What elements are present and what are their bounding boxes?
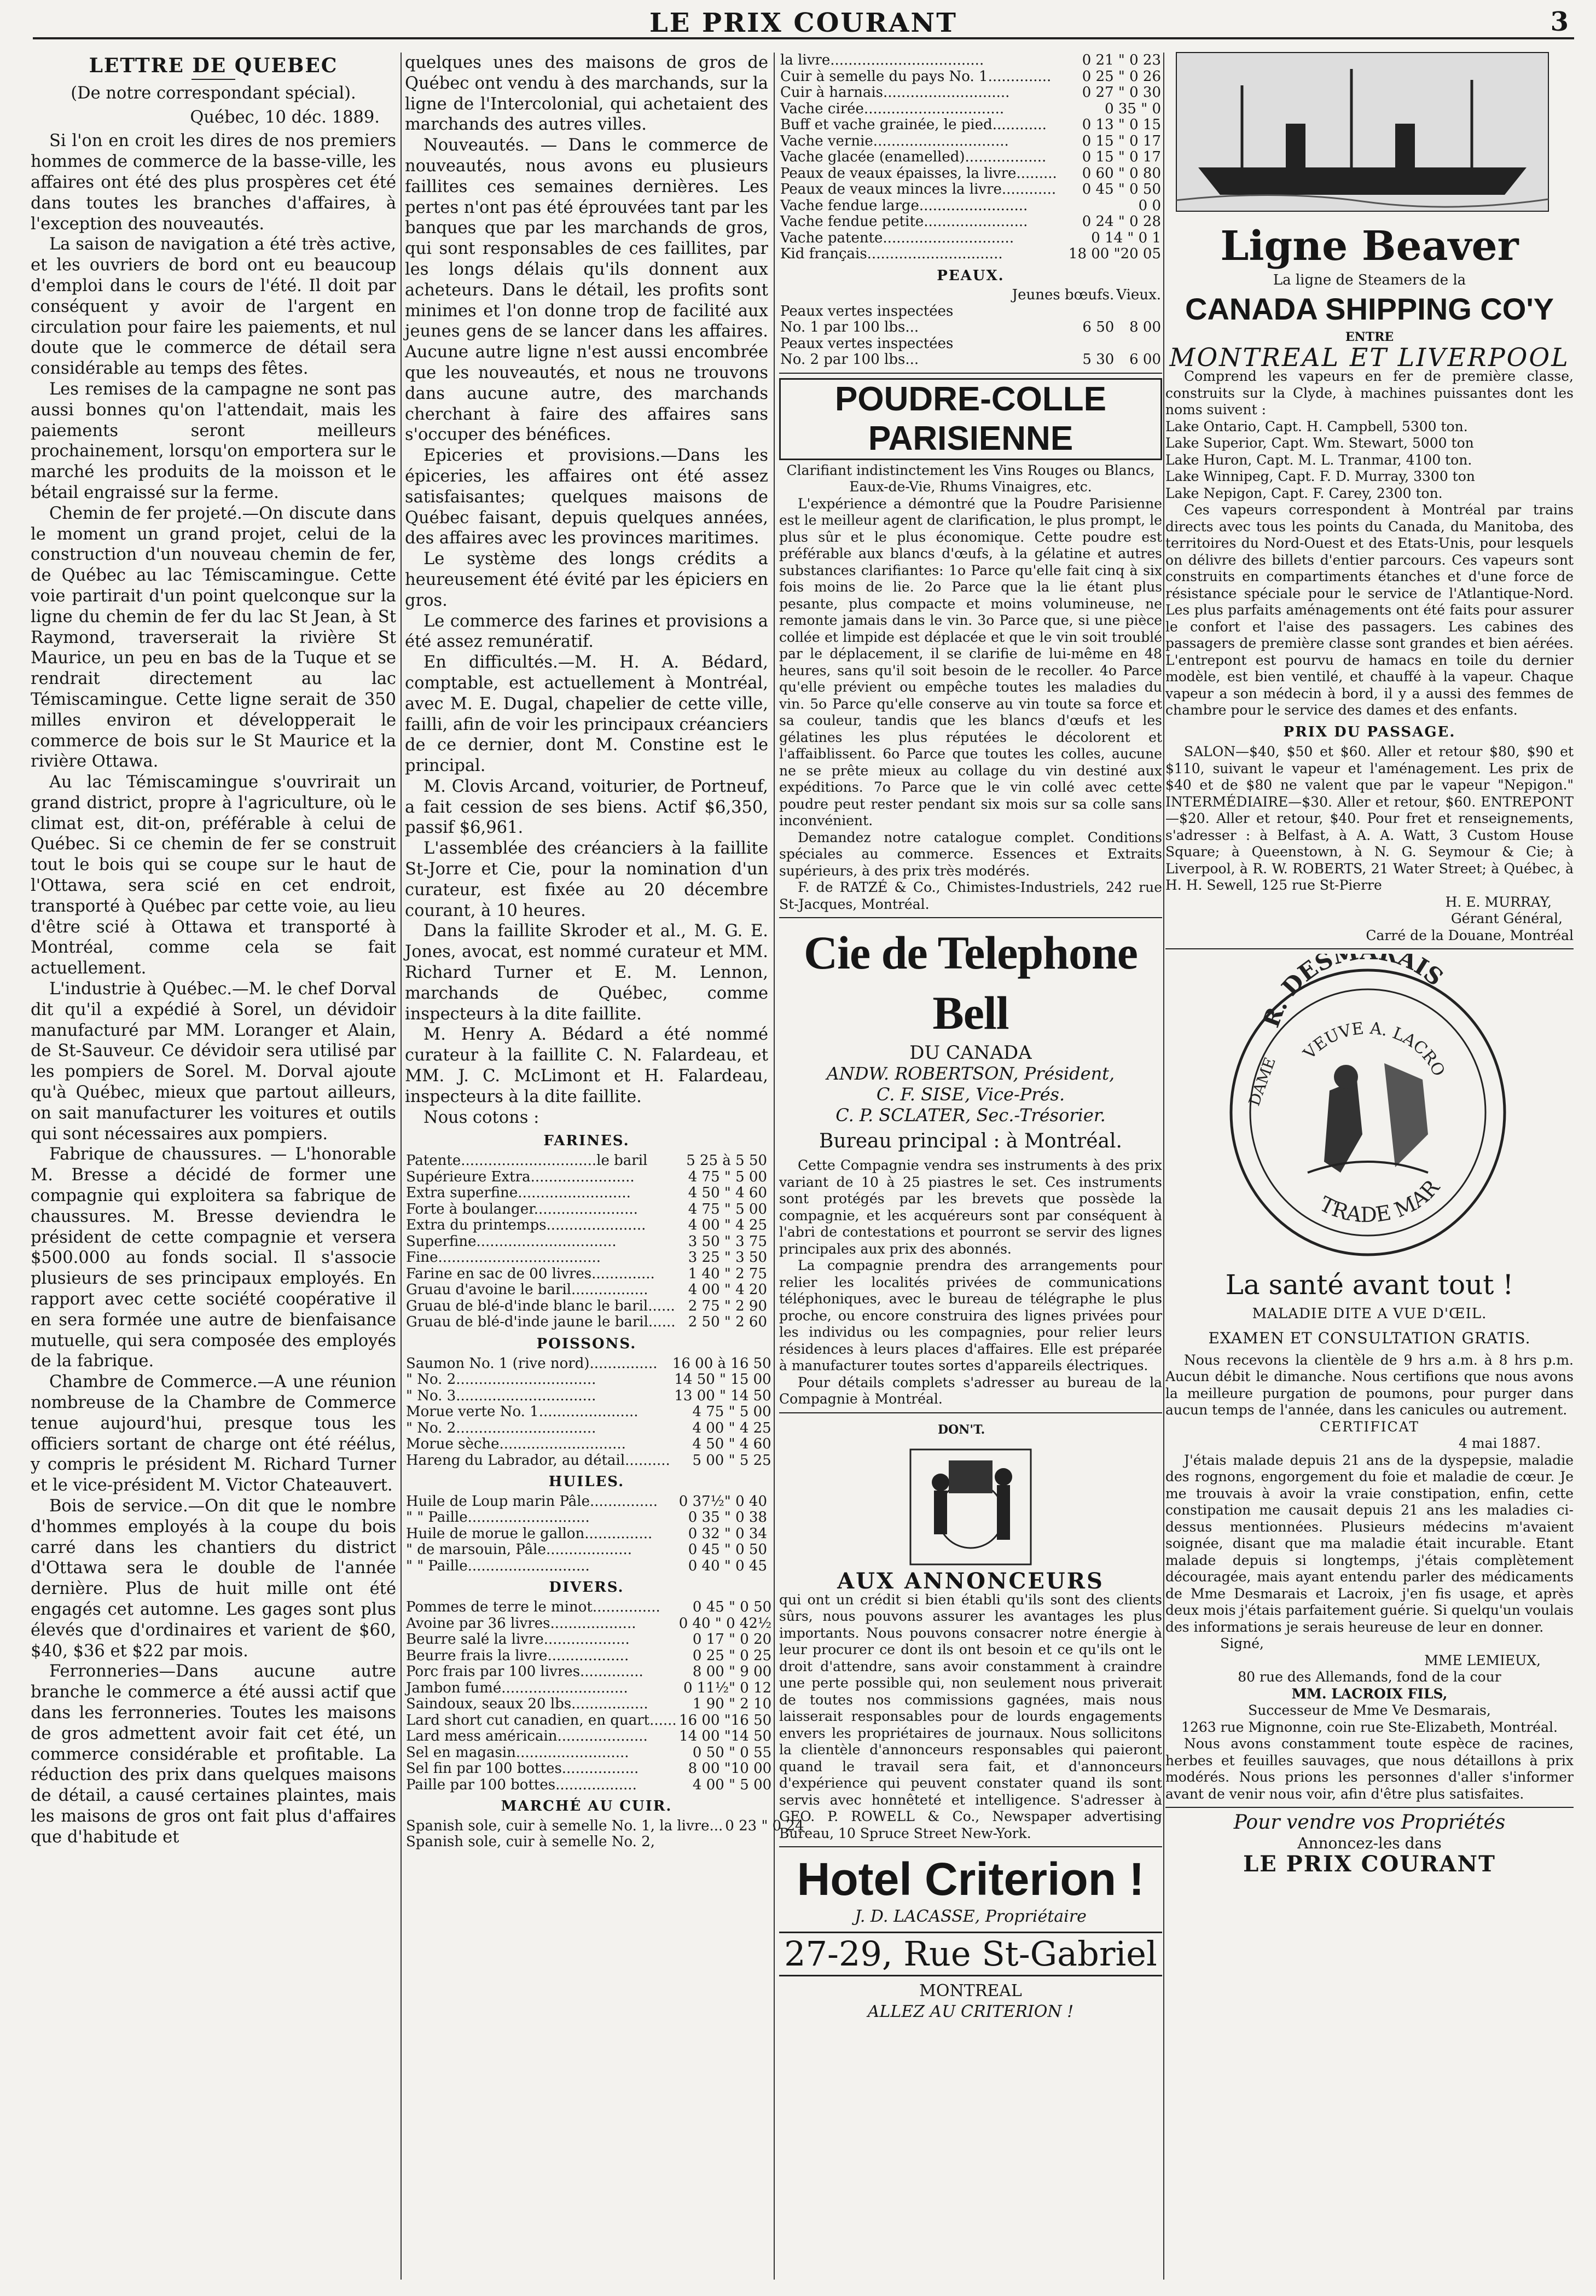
beaver-ad-intro: Comprend les vapeurs en fer de première classe, construits sur la Clyde, à machines puissantes dont les noms suivent : (1165, 368, 1574, 418)
item-price: 2 75 " 2 90 (688, 1297, 767, 1314)
certificate-signed: Signé, (1220, 1636, 1264, 1652)
table-row (405, 1777, 773, 1794)
hotel-ad-city: MONTREAL (919, 1981, 1022, 2001)
paragraph: Chemin de fer projeté.—On discute dans le moment un grand projet, celui de la construction d'un nouveau chemin de fer, de Québec au lac Témiscamingue. Cette voie partirait d'un point quelconque sur la ligne du chemin de fer du lac St Jean, à St Raymond, traverserait la rivière St Maurice, un peu en bas de la Tuque et se rendrait directement au lac Témiscamingue. Cette ligne serait de 350 milles environ et développerait le commerce de bois sur le St Maurice et la rivière Ottawa. (31, 503, 396, 772)
item-price: 4 75 " 5 00 (692, 1404, 771, 1420)
item-name: Gruau d'avoine le baril................. (406, 1282, 648, 1298)
table-row (405, 1217, 768, 1234)
lacroix-address: 1263 rue Mignonne, coin rue Ste-Elizabeth, Montréal. (1181, 1719, 1558, 1735)
item-name: Gruau de blé-d'inde blanc le baril...... (406, 1297, 675, 1314)
item-price: 8 00 (1129, 319, 1161, 336)
beaver-ad-company: CANADA SHIPPING CO'Y (1185, 291, 1554, 326)
price-section-title: PEAUX. (937, 267, 1005, 284)
item-price: 5 25 à 5 50 (686, 1152, 767, 1169)
certificate-title: CERTIFICAT (1319, 1418, 1420, 1435)
item-price: 5 00 " 5 25 (692, 1452, 771, 1469)
ad-divider (1165, 948, 1574, 949)
item-name: Forte à boulanger....................... (406, 1201, 638, 1217)
sante-ad-body: Nous recevons la clientèle de 9 hrs a.m. à 8 hrs p.m. Aucun débit le dimanche. Nous certifions que nous avons la meilleure purgation de poumons, pour purger dans aucun temps de l'année, dans les canicules ou autrement. (1165, 1352, 1574, 1418)
paragraph: Au lac Témiscamingue s'ouvrirait un grand district, propre à l'agriculture, où le climat est, dit-on, préférable à celui de Québec. Si ce chemin de fer se construit tout le bois qui se coupe sur le haut de l'Ottawa, sera scié en cet endroit, transporté à Québec par cette voie, au lieu d'être scié à Ottawa et transporté à Montréal, comme cela se fait actuellement. (31, 773, 396, 978)
item-name: " No. 3............................... (406, 1387, 596, 1404)
bell-ad-officer: C. F. SISE, Vice-Prés. (876, 1083, 1065, 1105)
item-price: 4 00 " 4 20 (688, 1282, 767, 1298)
ship-list-item: Lake Huron, Capt. M. L. Tranmar, 4100 ton. (1165, 451, 1472, 468)
item-price: 0 23 " 0 24 (725, 1817, 804, 1834)
item-name: Farine en sac de 00 livres.............. (406, 1265, 655, 1282)
paragraph: L'assemblée des créanciers à la faillite St-Jorre et Cie, pour la nomination d'un curateur, est fixée au 20 décembre courant, à 10 heures. (405, 839, 768, 920)
item-name: Jambon fumé............................ (406, 1679, 628, 1696)
paragraph: Le commerce des farines et provisions a été assez remunératif. (405, 611, 768, 652)
item-name: Cuir à harnais............................ (780, 84, 1010, 101)
lacroix-body: Nous avons constamment toute espèce de racines, herbes et feuilles sauvages, que nous détaillons à prix modérés. Nous prions les personnes d'aller s'informer avant de venir nous voir, afin d'être plus satisfaites. (1165, 1736, 1574, 1802)
table-row (405, 1834, 805, 1851)
table-row (405, 1542, 768, 1558)
paragraph: Nouveautés. — Dans le commerce de nouveautés, nous avons eu plusieurs faillites ces semaines dernières. Les pertes n'ont pas été éprouvées tant par les banques que par les marchands de gros, qui sont responsables de ces faillites, par les longs délais qu'ils donnent aux acheteurs. Dans le détail, les profits sont minimes et l'on donne trop de facilité aux jeunes gens de se lancer dans les affaires. Aucune autre ligne n'est aussi encombrée que les nouveautés, et nous ne trouvons dans aucune autre, des marchands cherchant à faire des affaires sans s'occuper des bénéfices. (405, 136, 768, 445)
paragraph: Le système des longs crédits a heureusement été évité par les épiciers en gros. (405, 549, 768, 610)
poudre-ad-body: L'expérience a démontré que la Poudre Parisienne est le meilleur agent de clarification, le plus prompt, le plus sûr et le plus économique. Cette poudre est préférable aux blancs d'œufs, à la gélatine et autres substances clarifiantes: 1o Parce qu'elle fait cinq à six fois moins de lie. 2o Parce que la lie étant plus pesante, plus compacte et moins volumineuse, ne remonte jamais dans le vin. 3o Parce que, si une pièce collée et limpide est déplacée et que le vin soit troublé par le déplacement, il se clarifie de lui-même en 48 heures, sans qu'il soit besoin de le recoller. 4o Parce qu'elle prévient ou empêche toutes les maladies du vin. 5o Parce qu'elle conserve au vin toute sa force et sa couleur, tandis que les blancs d'œufs et les gélatines les plus réputées le décolorent et l'affaiblissent. 6o Parce que toutes les colles, aucune ne se prête mieux au collage du vin destiné aux expéditions. 7o Parce que le vin collé avec cette poudre peut rester pendant six mois sur sa colle sans inconvénient. (779, 495, 1162, 829)
price-table-cuir (405, 1818, 805, 1851)
seal-veuve-text: VEUVE A. LACRO (1299, 1019, 1449, 1080)
desmarais-trademark-seal (1165, 954, 1570, 1260)
item-price: 14 50 " 15 00 (674, 1371, 771, 1388)
item-name: No. 1 par 100 lbs... (780, 319, 919, 336)
ship-list-item: Lake Nepigon, Capt. F. Carey, 2300 ton. (1165, 485, 1443, 501)
item-name: Sel en magasin......................... (406, 1744, 629, 1761)
masthead (33, 4, 1574, 39)
paragraph: L'industrie à Québec.—M. le chef Dorval dit qu'il a expédié à Sorel, un dévidoir manufacturé par MM. Loranger et Alain, de St-Sauveur. Ce dévidoir sera utilisé par les pompiers de Sorel. M. Dorval ajoute qu'à Québec, mieux que partout ailleurs, on sait manufacturer les voitures et outils qui sont nécessaires aux pompiers. (31, 979, 396, 1144)
item-name: " " Paille........................... (406, 1557, 590, 1574)
table-row (779, 246, 1162, 263)
item-name: Lard short cut canadien, en quart...... (406, 1712, 677, 1729)
table-row (405, 1234, 768, 1250)
item-price (1011, 304, 1116, 320)
table-row (779, 198, 1162, 214)
table-row (779, 85, 1162, 101)
item-price: 0 35 " 0 (1105, 100, 1161, 117)
item-price: 0 40 " 0 45 (688, 1557, 767, 1574)
ad-divider (779, 373, 1162, 374)
item-price: 0 14 " 0 1 (1091, 229, 1161, 246)
table-row (405, 1298, 768, 1315)
table-row (405, 1494, 768, 1510)
table-row (405, 1436, 773, 1453)
table-row (779, 230, 1162, 247)
poudre-ad-title: POUDRE-COLLE PARISIENNE (779, 378, 1162, 460)
item-price: 0 45 " 0 50 (1082, 181, 1161, 198)
table-row (779, 320, 1162, 336)
table-row (779, 166, 1162, 182)
item-name: Peaux vertes inspectées (780, 335, 954, 352)
table-row (405, 1616, 773, 1632)
ads-column-4 (1165, 53, 1574, 2280)
item-name: Morue verte No. 1...................... (406, 1404, 639, 1420)
item-name: Pommes de terre le minot............... (406, 1599, 660, 1616)
item-name: Vache fendue petite....................... (780, 213, 1028, 230)
item-price: 0 60 " 0 80 (1082, 165, 1161, 182)
item-name: Buff et vache grainée, le pied............ (780, 117, 1047, 133)
newspaper-title: LE PRIX COURANT (649, 8, 958, 38)
item-price: 0 45 " 0 50 (688, 1541, 767, 1558)
table-row (779, 117, 1162, 134)
table-row (405, 1169, 768, 1186)
hotel-ad-address: 27-29, Rue St-Gabriel (779, 1932, 1162, 1976)
price-table-divers (405, 1599, 773, 1793)
price-section-title: HUILES. (548, 1474, 625, 1491)
item-price: 0 40 " 0 42½ (678, 1615, 772, 1632)
table-row (405, 1388, 773, 1405)
table-row (405, 1153, 768, 1169)
ad-divider (1165, 1807, 1574, 1808)
article-column-2 (405, 53, 804, 2280)
paragraph: Chambre de Commerce.—A une réunion nombreuse de la Chambre de Commerce tenue aujourd'hui, presque tous les officiers sortant de charge ont été réélus, y compris le président M. Richard Turner et le vice-président M. Victor Chateauvert. (31, 1372, 396, 1495)
item-price: 4 00 " 4 25 (688, 1217, 767, 1234)
item-name: Huile de Loup marin Pâle............... (406, 1493, 658, 1510)
table-row (405, 1372, 773, 1388)
item-price: 0 0 (1138, 197, 1161, 214)
beaver-ad-subtitle: La ligne de Steamers de la (1273, 271, 1466, 288)
table-row (405, 1185, 768, 1202)
poudre-ad-signature: F. de RATZÉ & Co., Chimistes-Industriels, 242 rue St-Jacques, Montréal. (779, 879, 1162, 912)
item-name: Peaux de veaux minces la livre............ (780, 181, 1057, 198)
table-row (405, 1404, 773, 1420)
item-name: Vache fendue large........................ (780, 197, 1028, 214)
table-row (779, 53, 1162, 69)
paragraph: Si l'on en croit les dires de nos premiers hommes de commerce de la basse-ville, les affaires ont été des plus prospères cet été dans toutes les branches d'affaires, à l'exception des nouveautés. (31, 131, 396, 234)
item-price: 0 37½" 0 40 (678, 1493, 767, 1510)
item-price: 0 35 " 0 38 (688, 1509, 767, 1526)
item-name: Vache patente............................. (780, 229, 1014, 246)
item-price: 0 27 " 0 30 (1082, 84, 1161, 101)
price-table-farines (405, 1153, 768, 1331)
lacroix-name: MM. LACROIX FILS, (1291, 1685, 1448, 1702)
paragraph: quelques unes des maisons de gros de Québec ont vendu à des marchands, sur la ligne de l'Intercolonial, qui achetaient des marchands des autres villes. (405, 53, 768, 135)
poudre-ad-subtitle: Clarifiant indistinctement les Vins Rouges ou Blancs, Eaux-de-Vie, Rhums Vinaigres, etc. (786, 462, 1155, 495)
ads-column-3 (779, 53, 1162, 2280)
dont-illustration (779, 1418, 1162, 1571)
table-row (405, 1648, 773, 1665)
table-row (779, 101, 1162, 118)
ship-list-item: Lake Superior, Capt. Wm. Stewart, 5000 ton (1165, 435, 1474, 451)
item-price: 16 00 à 16 50 (672, 1355, 771, 1372)
ad-divider (779, 1412, 1162, 1413)
seal-trademark-text: TRADE MAR (1316, 1175, 1444, 1227)
paragraph: Les remises de la campagne ne sont pas aussi bonnes qu'on l'attendait, mais les paiements seront meilleurs prochainement, lorsqu'on emportera sur le marché les produits de la moisson et le bétail engraissé sur la ferme. (31, 379, 396, 502)
item-name: Peaux vertes inspectées (780, 303, 954, 320)
column-divider (774, 53, 775, 2280)
item-name: Cuir à semelle du pays No. 1.............. (780, 68, 1052, 85)
paragraph: Fabrique de chaussures. — L'honorable M. Bresse a décidé de former une compagnie qui exploitera sa fabrique de chaussures. M. Bresse deviendra le président de cette compagnie et versera $500.000 au fonds social. Il s'associe plusieurs de ses principaux employés. En rapport avec cette société coopérative il en sera formée une autre de bienfaisance mutuelle, qui sera composée des employés de la fabrique. (31, 1145, 396, 1371)
bell-ad-body: Cette Compagnie vendra ses instruments à des prix variant de 10 à 25 piastres le set. Ces instruments sont protégés par les brevets que possède la compagnie, et les acquéreurs sont par conséquent à l'abri de contestations et pourront se servir des lignes principales aux prix des abonnés. (779, 1157, 1162, 1257)
item-price: 4 75 " 5 00 (688, 1201, 767, 1217)
paragraph: M. Clovis Arcand, voiturier, de Portneuf, a fait cession de ses biens. Actif $6,350, passif $6,961. (405, 776, 768, 838)
beaver-ad-route: MONTREAL ET LIVERPOOL (1169, 343, 1570, 373)
item-price: 4 00 " 5 00 (692, 1776, 772, 1793)
prix-signature: Gérant Général, (1450, 911, 1563, 927)
paragraph: En difficultés.—M. H. A. Bédard, comptable, est actuellement à Montréal, avec M. E. Dugal, chapelier de cette ville, failli, afin de voir les principaux créanciers de ce dernier, dont M. Constine est le principal. (405, 653, 768, 776)
table-row (405, 1745, 773, 1761)
item-name: Vache glacée (enamelled).................. (780, 149, 1047, 165)
bell-ad-title: Cie de Telephone Bell (804, 926, 1137, 1040)
vendre-ad-line: Pour vendre vos Propriétés (1233, 1811, 1506, 1834)
item-price: 0 24 " 0 28 (1082, 213, 1161, 230)
item-price: 3 50 " 3 75 (688, 1233, 767, 1250)
item-name: Gruau de blé-d'inde jaune le baril...... (406, 1314, 676, 1331)
item-name: Spanish sole, cuir à semelle No. 2, (406, 1834, 655, 1851)
paragraph: Epiceries et provisions.—Dans les épiceries, les affaires ont été assez satisfaisantes; quelques maisons de Québec faisant, depuis quelques années, des affaires avec les provinces maritimes. (405, 446, 768, 548)
item-name: Extra du printemps...................... (406, 1217, 646, 1234)
dateline: Québec, 10 déc. 1889. (190, 107, 380, 127)
item-price: 3 25 " 3 50 (688, 1249, 767, 1266)
newsboy-icon (889, 1433, 1053, 1570)
ad-divider (779, 1846, 1162, 1847)
certificate-name: MME LEMIEUX, (1424, 1652, 1541, 1668)
paragraph: Bois de service.—On dit que le nombre d'hommes employés à la coupe du bois carré dans les chantiers du district d'Ottawa sera le double de l'année dernière. Plus de huit mille ont été engagés cet automne. Les gages sont plus élevés que d'ordinaires et varient de $60, $40, $36 et $22 par mois. (31, 1496, 396, 1661)
item-price: 8 00 "10 00 (688, 1760, 772, 1777)
item-price: 0 15 " 0 17 (1082, 149, 1161, 165)
item-name: la livre.................................. (780, 52, 984, 68)
bell-ad-body: La compagnie prendra des arrangements pour relier les localités privées de communications téléphoniques, avec le bureau de télégraphe le plus proche, ou encore construira des lignes privées pour les individus ou les compagnies, pour relier leurs résidences à leurs places d'affaires. Elle est préparée à manufacturer toutes sortes d'appareils électriques. (779, 1257, 1162, 1374)
table-row (405, 1453, 773, 1469)
item-price: 0 25 " 0 25 (692, 1647, 772, 1664)
table-row (779, 69, 1162, 85)
item-price: 0 17 " 0 20 (692, 1631, 772, 1648)
item-price: 13 00 " 14 50 (674, 1387, 771, 1404)
price-section-title: FARINES. (543, 1133, 630, 1150)
poudre-ad-order: Demandez notre catalogue complet. Conditions spéciales au commerce. Essences et Extraits supérieurs, à des prix très modérés. (779, 829, 1162, 879)
item-name: " de marsouin, Pâle................... (406, 1541, 632, 1558)
item-name: Porc frais par 100 livres.............. (406, 1663, 643, 1680)
table-row (405, 1713, 773, 1729)
item-price: 6 00 (1129, 351, 1161, 368)
table-row (405, 1818, 805, 1835)
prix-title: PRIX DU PASSAGE. (1283, 723, 1456, 740)
prix-body: SALON—$40, $50 et $60. Aller et retour $80, $90 et $110, suivant le vapeur et l'aménagement. Les prix de $40 et de $80 ne valent que par le vapeur "Nepigon." INTERMÉDIAIRE—$30. Aller et retour, $60. ENTREPONT—$20. Aller et retour, $40. Pour fret et renseignements, s'adresser : à Belfast, à A. A. Watt, 3 Custom House Square; à Queenstown, à N. G. Seymour & Cie; à Liverpool, à R. W. ROBERTS, 21 Water Street; à Québec, à H. H. Sewell, 125 rue St-Pierre (1165, 744, 1574, 894)
table-row (405, 1510, 768, 1526)
item-price: 4 50 " 4 60 (688, 1185, 767, 1202)
item-price (1011, 336, 1116, 352)
table-row (405, 1526, 768, 1543)
item-name: Hareng du Labrador, au détail.......... (406, 1452, 670, 1469)
table-row (405, 1420, 773, 1437)
table-row (405, 1266, 768, 1283)
table-row (405, 1250, 768, 1266)
article-column-1 (31, 53, 396, 2280)
table-row (779, 182, 1162, 198)
table-row (405, 1599, 773, 1616)
item-name: No. 2 par 100 lbs... (780, 351, 919, 368)
item-name: Extra superfine......................... (406, 1185, 631, 1202)
bell-ad-office: Bureau principal : à Montréal. (819, 1130, 1122, 1153)
table-row (405, 1314, 768, 1331)
item-price: 1 90 " 2 10 (692, 1696, 772, 1713)
price-table-huiles (405, 1494, 768, 1575)
byline: (De notre correspondant spécial). (71, 83, 356, 103)
paragraph: La saison de navigation a été très active, et les ouvriers de bord ont eu beaucoup d'emploi dans le cours de l'été. Il doit par conséquent y avoir de l'argent en circulation pour faire les paiements, et nul doute que le commerce de détail sera considérable au temps des fêtes. (31, 235, 396, 379)
item-name: " No. 2............................... (406, 1371, 596, 1388)
table-row (405, 1664, 773, 1680)
column-divider (1163, 53, 1164, 2280)
item-price: 6 50 (1082, 319, 1115, 336)
item-price: 16 00 "16 50 (679, 1712, 772, 1729)
item-name: Kid français.............................. (780, 246, 1003, 262)
beaver-ad-title: Ligne Beaver (1220, 222, 1519, 270)
hotel-ad-title: Hotel Criterion ! (797, 1853, 1145, 1905)
table-row (779, 304, 1162, 320)
prix-signature: H. E. MURRAY, (1445, 894, 1552, 910)
certificate-body: J'étais malade depuis 21 ans de la dyspepsie, maladie des rognons, engorgement du foie et maladie de cœur. Je me trouvais à avoir la vraie constipation, enfin, cette constipation me causait depuis 21 ans les maladies ci-dessus mentionnées. Plusieurs médecins m'avaient soignée, disant que ma maladie était incurable. Etant malade depuis si longtemps, j'étais complètement découragée, mais ayant entendu parler des médicaments de Mme Desmarais et Lacroix, j'en fis usage, et après deux mois j'étais parfaitement guérie. Si quelqu'un voulais des informations je serais heureuse de leur en donner. (1165, 1452, 1574, 1635)
beaver-ad-entre: ENTRE (1345, 329, 1394, 344)
item-name: Supérieure Extra....................... (406, 1168, 635, 1185)
item-price: 0 13 " 0 15 (1082, 117, 1161, 133)
article-title: LETTRE DE QUEBEC (89, 54, 338, 77)
sante-ad-exam: EXAMEN ET CONSULTATION GRATIS. (1208, 1329, 1531, 1348)
column-divider (401, 53, 402, 2280)
table-row (779, 214, 1162, 230)
prix-signature: Carré de la Douane, Montréal (1366, 927, 1574, 943)
bell-ad-subtitle: DU CANADA (909, 1042, 1032, 1064)
paragraph: Nous cotons : (423, 1108, 539, 1127)
vendre-ad-line: Annoncez-les dans (1297, 1834, 1442, 1853)
item-price (1115, 336, 1162, 352)
item-price: 0 45 " 0 50 (692, 1599, 772, 1616)
item-name: " No. 2............................... (406, 1419, 596, 1436)
item-price: 0 25 " 0 26 (1082, 68, 1161, 85)
item-price: 4 00 " 4 25 (692, 1419, 771, 1436)
table-row (405, 1282, 768, 1298)
item-name: Beurre salé la livre................... (406, 1631, 630, 1648)
item-price: 2 50 " 2 60 (688, 1314, 767, 1331)
seal-dame-text: DAME (1245, 1055, 1279, 1109)
item-name: Patente..............................le baril (406, 1152, 648, 1169)
item-name: Avoine par 36 livres................... (406, 1615, 636, 1632)
vendre-ad-paper: LE PRIX COURANT (1243, 1851, 1496, 1877)
item-name: Sel fin par 100 bottes................. (406, 1760, 639, 1777)
ad-divider (779, 917, 1162, 918)
ship-list-item: Lake Ontario, Capt. H. Campbell, 5300 ton. (1165, 418, 1468, 434)
certificate-date: 4 mai 1887. (1459, 1435, 1541, 1452)
item-price: 1 40 " 2 75 (688, 1265, 767, 1282)
hotel-ad-tagline: ALLEZ AU CRITERION ! (867, 2002, 1074, 2021)
table-row (405, 1202, 768, 1218)
table-row (405, 1356, 773, 1372)
item-name: Peaux de veaux épaisses, la livre......... (780, 165, 1057, 182)
price-section-title: DIVERS. (549, 1579, 624, 1596)
item-name: Vache cirée............................... (780, 100, 1005, 117)
item-price: 14 00 "14 50 (679, 1728, 772, 1745)
item-name: Fine.................................... (406, 1249, 601, 1266)
table-row (405, 1696, 773, 1713)
paragraph: Ferronneries—Dans aucune autre branche le commerce a été aussi actif que dans les ferronneries. Toutes les maisons de gros admettent avoir fait cet été, un commerce considérable et profitable. La réduction des prix dans quelques maisons de détail, a causé certaines plaintes, mais les maisons de gros ont fait plus d'affaires que d'habitude et (31, 1662, 396, 1847)
bell-ad-officer: C. P. SCLATER, Sec.-Trésorier. (835, 1104, 1106, 1126)
item-price: 0 50 " 0 55 (692, 1744, 772, 1761)
title-rule (191, 79, 235, 80)
table-row (779, 336, 1162, 352)
table-row (779, 352, 1162, 368)
item-name: Morue sèche............................ (406, 1436, 626, 1453)
item-price: 4 75 " 5 00 (688, 1168, 767, 1185)
hotel-ad-owner: J. D. LACASSE, Propriétaire (855, 1907, 1087, 1927)
table-row (779, 149, 1162, 166)
item-price: 0 15 " 0 17 (1082, 132, 1161, 149)
sante-ad-subtitle: MALADIE DITE A VUE D'ŒIL. (1252, 1306, 1487, 1323)
item-name: Saindoux, seaux 20 lbs................. (406, 1696, 648, 1713)
annonceurs-ad-body: qui ont un crédit si bien établi qu'ils sont des clients sûrs, nous pouvons assurer les avantages les plus importants. Nous pouvons consacrer notre énergie à leur procurer ce dont ils ont besoin et ce qu'ils ont le droit d'attendre, sans avoir constamment à craindre une perte possible qui, non seulement nous priverait de toutes nos commissions gagnées, mais nous laisserait responsables pour de lourds engagements envers les propriétaires de journaux. Nous sollicitons la clientèle d'annonceurs responsables qui paieront quand le travail sera fait, et d'annonceurs d'expérience qui peuvent constater quand ils sont servis avec honnêteté et intelligence. S'adresser à GEO. P. ROWELL & Co., Newspaper advertising Bureau, 10 Spruce Street New-York. (779, 1591, 1162, 1841)
ship-list-item: Lake Winnipeg, Capt. F. D. Murray, 3300 ton (1165, 468, 1475, 485)
dont-caption: DON'T. (938, 1422, 985, 1437)
item-name: Paille par 100 bottes.................. (406, 1776, 637, 1793)
table-row (405, 1761, 773, 1777)
item-name: Huile de morue le gallon............... (406, 1525, 653, 1542)
item-name: Vache vernie.............................. (780, 132, 1009, 149)
table-header-cell: Vieux. (1116, 287, 1161, 304)
page-number: 3 (1550, 7, 1569, 37)
price-table-cuir-continued (779, 53, 1162, 263)
item-price: 5 30 (1082, 351, 1115, 368)
table-header-cell: Jeunes bœufs. (1012, 287, 1115, 304)
table-row (779, 134, 1162, 150)
certificate-address: 80 rue des Allemands, fond de la cour (1238, 1669, 1501, 1685)
item-price: 0 11½" 0 12 (683, 1679, 772, 1696)
item-name: Superfine............................... (406, 1233, 617, 1250)
table-row (405, 1729, 773, 1745)
annonceurs-ad-title: AUX ANNONCEURS (837, 1568, 1104, 1594)
lacroix-subtitle: Successeur de Mme Ve Desmarais, (1248, 1702, 1491, 1719)
price-table-peaux (779, 287, 1162, 368)
item-price: 18 00 "20 05 (1068, 246, 1161, 262)
bell-ad-officer: ANDW. ROBERTSON, Président, (826, 1063, 1115, 1085)
bell-ad-body: Pour détails complets s'adresser au bureau de la Compagnie à Montréal. (779, 1374, 1162, 1407)
steamship-icon (1165, 53, 1559, 217)
item-price: 0 21 " 0 23 (1082, 52, 1161, 68)
paragraph: Dans la faillite Skroder et al., M. G. E. Jones, avocat, est nommé curateur et MM. Richard Turner et E. M. Lennon, marchands de Québec, comme inspecteurs à la dite faillite. (405, 921, 768, 1024)
item-price (1115, 304, 1162, 320)
table-row (405, 1558, 768, 1575)
price-section-title: MARCHÉ AU CUIR. (501, 1798, 672, 1815)
item-name: Spanish sole, cuir à semelle No. 1, la livre... (406, 1817, 723, 1834)
item-name: Lard mess américain.................... (406, 1728, 648, 1745)
item-name: " " Paille........................... (406, 1509, 590, 1526)
table-header-cell (779, 287, 1011, 304)
beaver-ad-body: Ces vapeurs correspondent à Montréal par trains directs avec tous les points du Canada, du Manitoba, des territoires du Nord-Ouest et des Etats-Unis, pour lesquels on délivre des billets d'entier parcours. Ces vapeurs sont construits en compartiments étanches et d'une force de résistance spéciale pour le service de l'Atlantique-Nord. Les plus parfaits aménagements ont été faits pour assurer le confort et l'aise des passagers. Les cabines des passagers de première classe sont grandes et bien aérées. L'entrepont est pourvu de hamacs en toile du dernier modèle, est bien ventilé, et chauffé à la vapeur. Chaque vapeur a son médecin à bord, il y a aussi des femmes de chambre pour le service des dames et des enfants. (1165, 502, 1574, 718)
item-price: 8 00 " 9 00 (692, 1663, 772, 1680)
price-section-title: POISSONS. (536, 1335, 637, 1352)
table-row (405, 1632, 773, 1648)
table-row (405, 1680, 773, 1697)
sante-ad-title: La santé avant tout ! (1225, 1269, 1514, 1301)
item-price: 4 50 " 4 60 (692, 1436, 771, 1453)
item-price: 0 32 " 0 34 (688, 1525, 767, 1542)
price-table-poissons (405, 1356, 773, 1469)
seal-name-text: R. DESM AIS (1257, 954, 1449, 1031)
item-name: Saumon No. 1 (rive nord)............... (406, 1355, 658, 1372)
paragraph: M. Henry A. Bédard a été nommé curateur à la faillite C. N. Falardeau, et MM. J. C. McLimont et H. Falardeau, inspecteurs à la dite faillite. (405, 1025, 768, 1106)
item-name: Beurre frais la livre.................. (406, 1647, 629, 1664)
